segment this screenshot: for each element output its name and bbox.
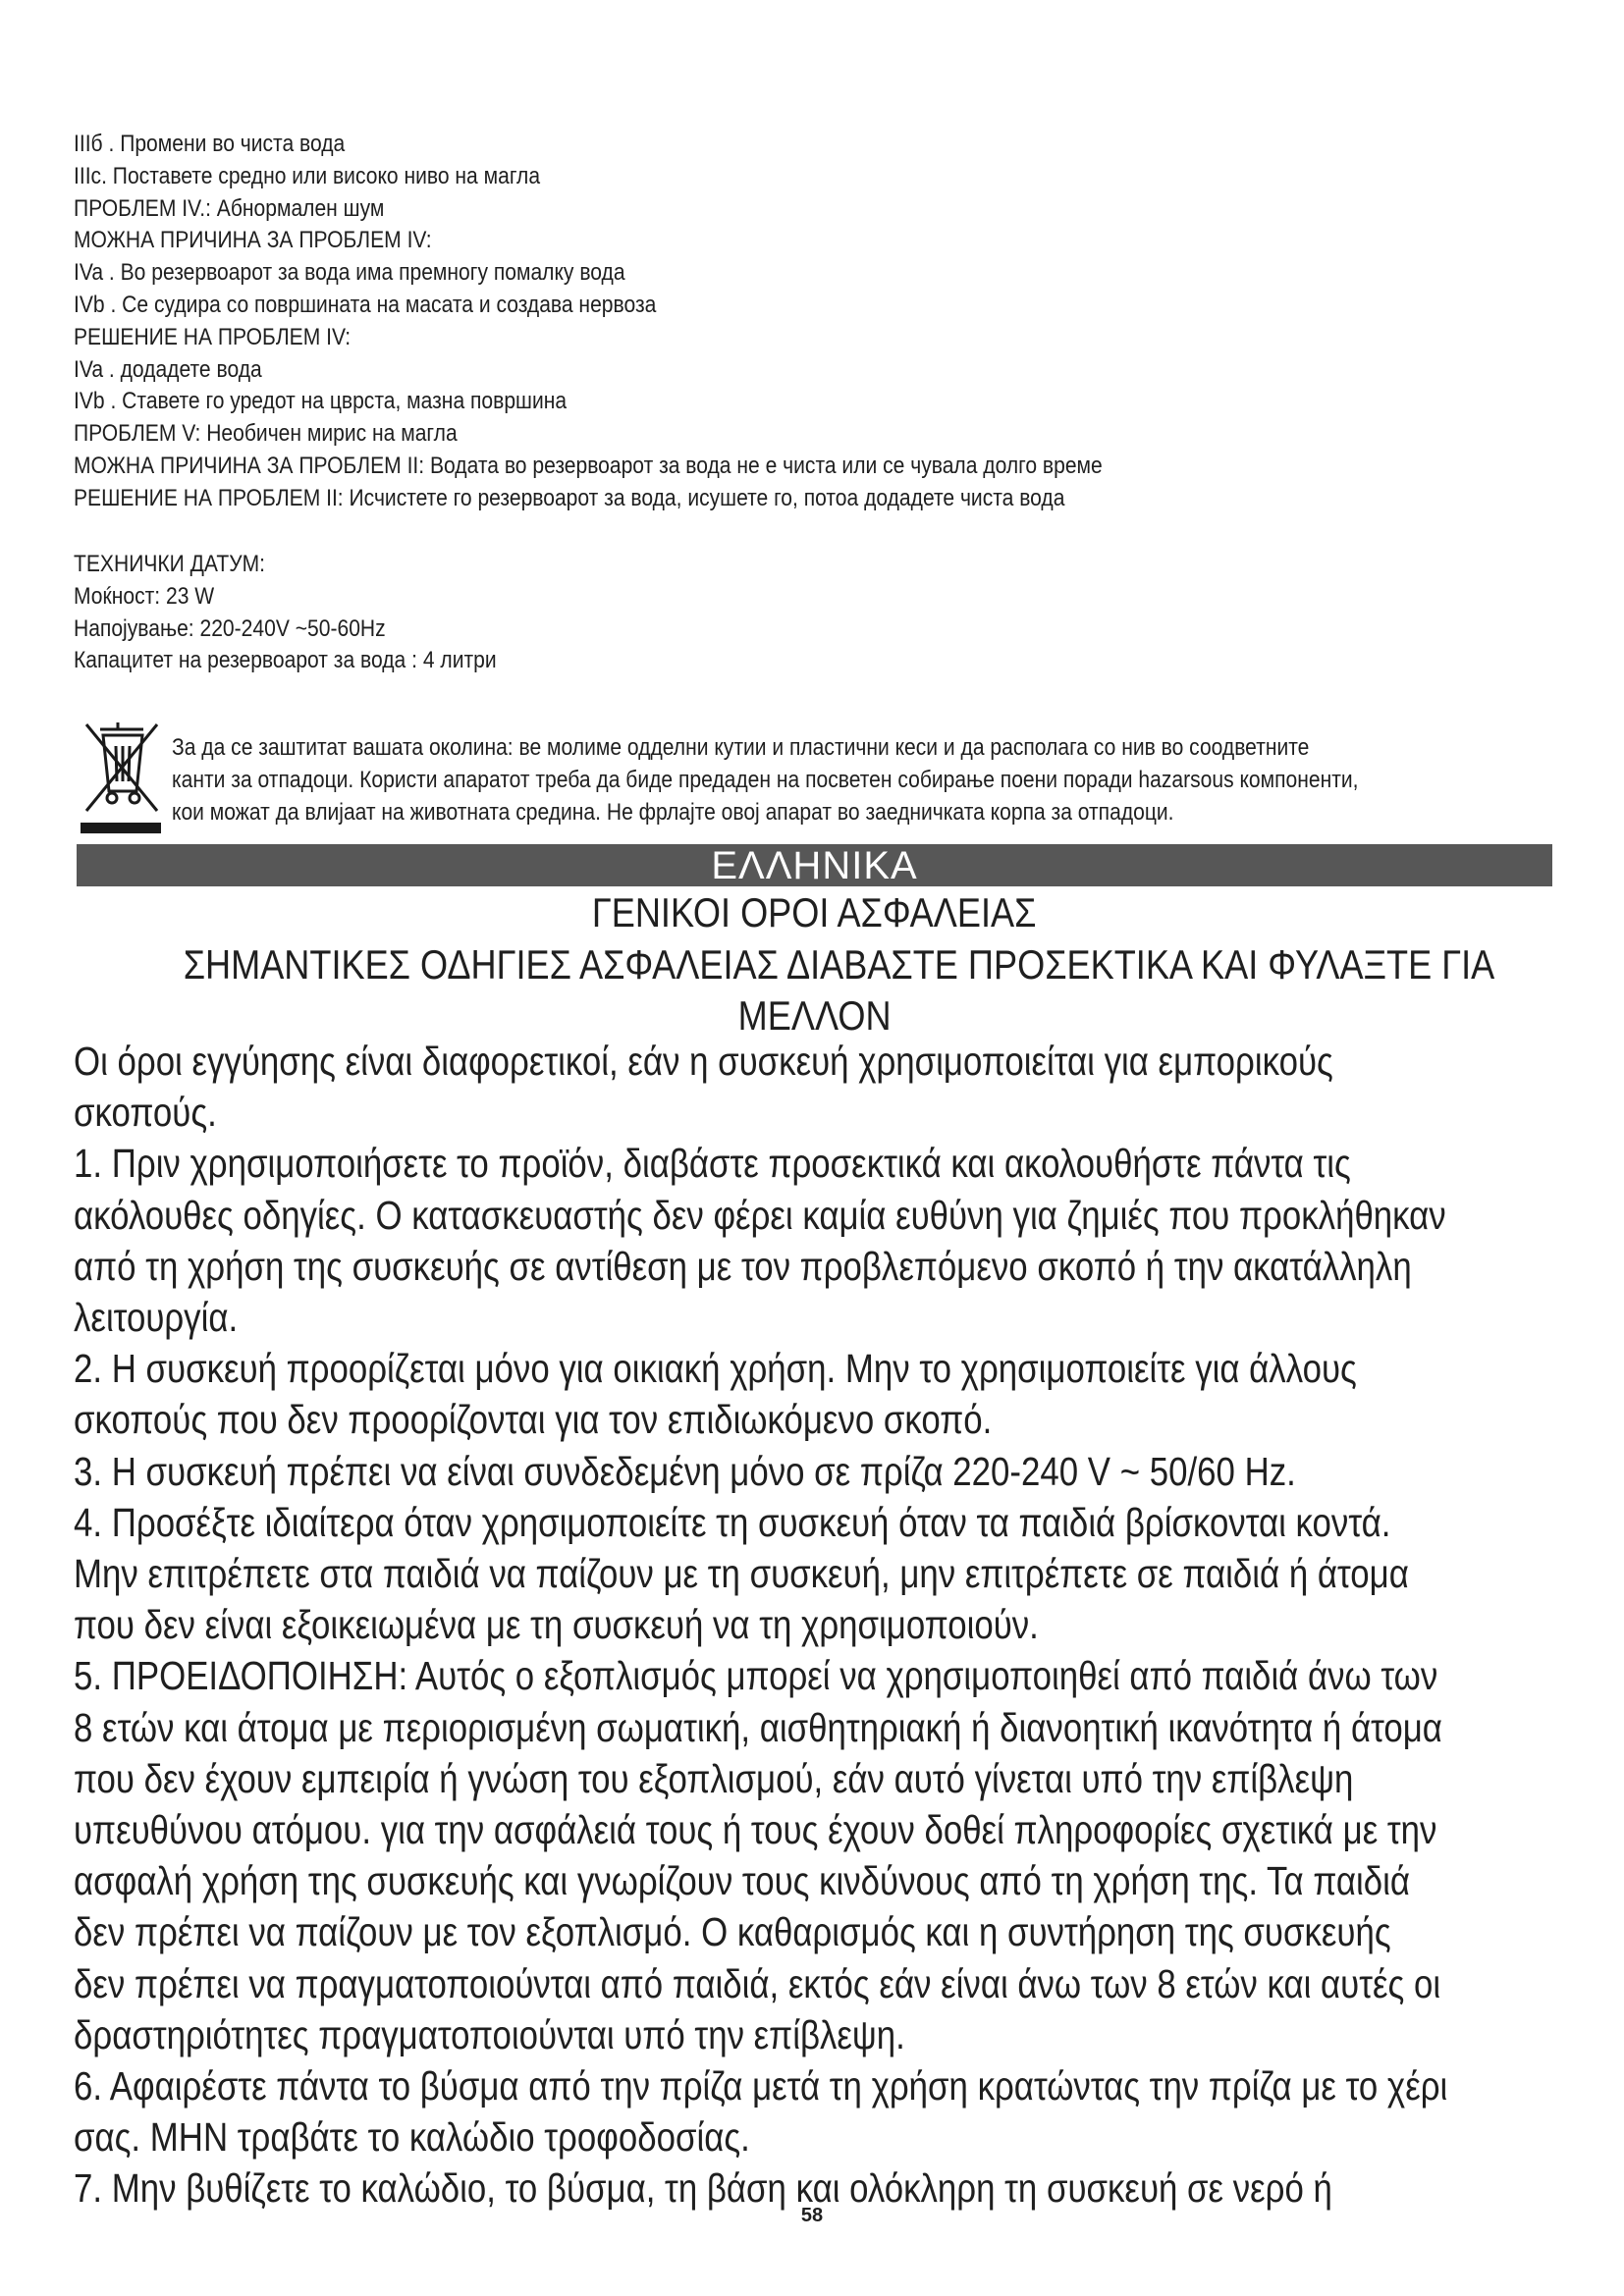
greek-safety-instructions xyxy=(74,1036,1576,2215)
text-line: ПРОБЛЕМ V: Необичен мирис на магла xyxy=(74,420,458,448)
text-line: 4. Προσέξτε ιδιαίτερα όταν χρησιμοποιείτε τη συσκευή όταν τα παιδιά βρίσκονται κοντά. xyxy=(74,1499,1391,1545)
heading-text: ΜΕΛΛΟΝ xyxy=(737,992,892,1039)
text-line: IIIc. Поставете средно или високо ниво на магла xyxy=(74,162,541,189)
technical-heading: ТЕХНИЧКИ ДАТУМ: xyxy=(74,551,265,577)
macedonian-troubleshooting xyxy=(74,129,1576,515)
text-line: 8 ετών και άτομα με περιορισμένη σωματική, αισθητηριακή ή διανοητική ικανότητα ή άτομα xyxy=(74,1704,1442,1750)
text-line: Οι όροι εγγύησης είναι διαφορετικοί, εάν η συσκευή χρησιμοποιείται για εμπορικούς xyxy=(74,1039,1333,1084)
heading-text: ΓΕΝΙΚΟΙ ΟΡΟΙ ΑΣΦΑΛΕΙΑΣ xyxy=(592,889,1037,935)
section-banner-greek: ΕΛΛΗΝΙΚΑ xyxy=(77,844,1552,886)
text-line: λειτουργία. xyxy=(74,1295,239,1341)
text-line: που δεν είναι εξοικειωμένα με τη συσκευή να τη χρησιμοποιούν. xyxy=(74,1602,1039,1648)
text-line: Капацитет на резервоарот за вода : 4 литри xyxy=(74,647,497,674)
text-line: За да се заштитат вашата околина: ве молиме одделни кутии и пластични кеси и да располага со нив во соодветните xyxy=(172,734,1310,761)
text-line: Μην επιτρέπετε στα παιδιά να παίζουν με τη συσκευή, μην επιτρέπετε σε παιδιά ή άτομα xyxy=(74,1551,1409,1597)
text-line: δραστηριότητες πραγματοποιούνται υπό την επίβλεψη. xyxy=(74,2011,905,2057)
text-line: 5. ΠΡΟΕΙΔΟΠΟΙΗΣΗ: Αυτός ο εξοπλισμός μπορεί να χρησιμοποιηθεί από παιδιά άνω των xyxy=(74,1653,1438,1699)
text-line: 3. Η συσκευή πρέπει να είναι συνδεδεμένη μόνο σε πρίζα 220-240 V ~ 50/60 Hz. xyxy=(74,1448,1296,1494)
text-line: IVb . Се судира со површината на масата и создава нервоза xyxy=(74,291,657,318)
weee-disposal-notice xyxy=(172,731,1586,828)
greek-heading-2 xyxy=(77,941,1552,988)
text-line: από τη χρήση της συσκευής σε αντίθεση με τον προβλεπόμενο σκοπό ή την ακατάλληλη xyxy=(74,1243,1412,1289)
text-line: υπευθύνου ατόμου. για την ασφάλειά τους ή τους έχουν δοθεί πληροφορίες σχετικά με την xyxy=(74,1807,1437,1853)
text-line: кои можат да влијаат на животната средина. Не фрлајте овој апарат во заедничката корпа за отпадоци. xyxy=(172,799,1174,826)
text-line: ПРОБЛЕМ IV.: Абнормален шум xyxy=(74,194,385,222)
text-line: Моќност: 23 W xyxy=(74,582,215,610)
text-line: 6. Αφαιρέστε πάντα το βύσμα από την πρίζα μετά τη χρήση κρατώντας την πρίζα με το χέρι xyxy=(74,2063,1448,2109)
text-line: σας. ΜΗΝ τραβάτε το καλώδιο τροφοδοσίας. xyxy=(74,2114,750,2161)
text-line: 2. Η συσκευή προορίζεται μόνο για οικιακή χρήση. Μην το χρησιμοποιείτε για άλλους xyxy=(74,1346,1357,1392)
page-number: 58 xyxy=(800,2205,824,2226)
text-line: МОЖНА ПРИЧИНА ЗА ПРОБЛЕМ II: Водата во резервоарот за вода не е чиста или се чувала долго време xyxy=(74,452,1103,479)
text-line: IIIб . Промени во чиста вода xyxy=(74,131,346,157)
text-line: ασφαλή χρήση της συσκευής και γνωρίζουν τους κινδύνους από τη χρήση της. Τα παιδιά xyxy=(74,1858,1410,1904)
text-line: 1. Πριν χρησιμοποιήσετε το προϊόν, διαβάστε προσεκτικά και ακολουθήστε πάντα τις xyxy=(74,1141,1351,1187)
text-line: IVb . Ставете го уредот на цврста, мазна површина xyxy=(74,388,568,415)
text-line: σκοπούς που δεν προορίζονται για τον επιδιωκόμενο σκοπό. xyxy=(74,1397,993,1443)
crossed-out-wheelie-bin-icon xyxy=(79,721,163,838)
text-line: канти за отпадоци. Користи апаратот треба да биде предаден на посветен собирање поени поради hazarsous компоненти, xyxy=(172,767,1359,793)
text-line: δεν πρέπει να παίζουν με τον εξοπλισμό. Ο καθαρισμός και η συντήρηση της συσκευής xyxy=(74,1909,1391,1955)
text-line: δεν πρέπει να πραγματοποιούνται από παιδιά, εκτός εάν είναι άνω των 8 ετών και αυτές οι xyxy=(74,1960,1441,2006)
text-line: IVa . додадете вода xyxy=(74,355,262,383)
text-line: Напојување: 220-240V ~50-60Hz xyxy=(74,614,386,642)
text-line: σκοπούς. xyxy=(74,1090,217,1136)
text-line: МОЖНА ПРИЧИНА ЗА ПРОБЛЕМ IV: xyxy=(74,227,432,254)
text-line: IVa . Во резервоарот за вода има премногу помалку вода xyxy=(74,259,625,287)
text-line: РЕШЕНИЕ НА ПРОБЛЕМ II: Исчистете го резервоарот за вода, исушете го, потоа додадете чиста вода xyxy=(74,484,1065,511)
text-line: РЕШЕНИЕ НА ПРОБЛЕМ IV: xyxy=(74,323,352,350)
text-line: 7. Μην βυθίζετε το καλώδιο, το βύσμα, τη βάση και ολόκληρη τη συσκευή σε νερό ή xyxy=(74,2165,1332,2212)
technical-data xyxy=(74,549,1576,677)
text-line: που δεν έχουν εμπειρία ή γνώση του εξοπλισμού, εάν αυτό γίνεται υπό την επίβλεψη xyxy=(74,1755,1354,1801)
greek-heading-1 xyxy=(77,889,1552,936)
heading-text: ΣΗΜΑΝΤΙΚΕΣ ΟΔΗΓΙΕΣ ΑΣΦΑΛΕΙΑΣ ΔΙΑΒΑΣΤΕ ΠΡΟΣΕΚΤΙΚΑ ΚΑΙ ΦΥΛΑΞΤΕ ΓΙΑ xyxy=(183,941,1495,988)
greek-heading-3 xyxy=(77,992,1552,1040)
text-line: ακόλουθες οδηγίες. Ο κατασκευαστής δεν φέρει καμία ευθύνη για ζημιές που προκλήθηκαν xyxy=(74,1192,1446,1238)
